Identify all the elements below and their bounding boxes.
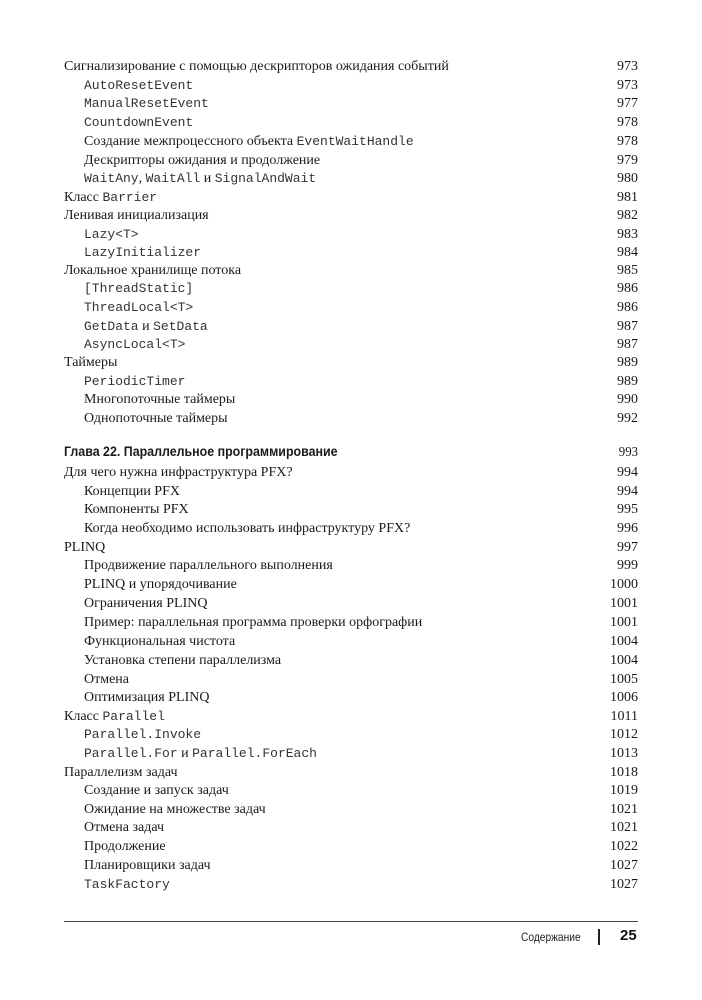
- toc-entry-title: [64, 410, 228, 428]
- toc-entry-title: [64, 244, 201, 262]
- toc-page-number: 1021: [610, 802, 638, 817]
- footer-page-number: 25: [620, 927, 637, 944]
- toc-entry-title: [64, 58, 449, 76]
- toc-page-number: 990: [617, 392, 638, 407]
- toc-entry-title: [64, 520, 410, 538]
- toc-entry-title: [64, 539, 105, 557]
- toc-page-number: 1022: [610, 839, 638, 854]
- code-term: Parallel.For: [84, 746, 178, 761]
- entry-text: Отмена: [84, 672, 130, 687]
- toc-entry: [64, 652, 638, 670]
- toc-entry-title: [64, 652, 281, 670]
- toc-page-number: 1019: [610, 783, 638, 798]
- toc-entry: [64, 391, 638, 409]
- toc-entry: [64, 299, 638, 317]
- code-term: SetData: [153, 319, 208, 334]
- footer-section-label: Содержание: [521, 930, 581, 944]
- code-term: AsyncLocal<T>: [84, 337, 186, 352]
- entry-text: Ожидание на множестве задач: [84, 802, 266, 817]
- toc-entry: [64, 708, 638, 726]
- toc-entry: [64, 782, 638, 800]
- toc-page-number: 994: [617, 465, 638, 480]
- toc-page-number: 1001: [610, 615, 638, 630]
- toc-entry: [64, 262, 638, 280]
- toc-entry-title: [64, 262, 241, 280]
- toc-page-number: 993: [618, 445, 639, 460]
- toc-entry-title: [64, 726, 201, 744]
- entry-text: Ленивая инициализация: [64, 208, 209, 223]
- toc-page-number: 1011: [610, 709, 638, 724]
- toc-entry-title: [64, 764, 178, 782]
- toc-entry-title: [64, 671, 129, 689]
- toc-page-number: 973: [617, 59, 638, 74]
- toc-entry: [64, 838, 638, 856]
- toc-page-number: 1000: [610, 577, 638, 592]
- toc-page-number: 989: [617, 355, 638, 370]
- toc-page-number: 1004: [610, 634, 638, 649]
- entry-text: Пример: параллельная программа проверки орфографии: [84, 615, 423, 630]
- toc-page-number: 978: [617, 115, 638, 130]
- code-term: AutoResetEvent: [84, 78, 194, 93]
- code-term: [ThreadStatic]: [84, 281, 194, 296]
- code-term: Lazy<T>: [84, 227, 139, 242]
- code-term: WaitAll: [145, 171, 201, 186]
- toc-entry-title: [64, 633, 235, 651]
- toc-page-number: 980: [617, 171, 638, 186]
- entry-text: Параллелизм задач: [64, 765, 178, 780]
- toc-entry: [64, 318, 638, 336]
- toc-entry-title: [64, 133, 414, 151]
- entry-text: Компоненты PFX: [84, 502, 189, 517]
- toc-entry-title: [64, 614, 422, 632]
- toc-entry-title: [64, 782, 229, 800]
- code-term: Parallel: [102, 709, 165, 724]
- toc-entry: [64, 410, 638, 428]
- entry-text: Дескрипторы ожидания и продолжение: [84, 153, 321, 168]
- toc-entry-title: [64, 464, 293, 482]
- code-term: EventWaitHandle: [296, 134, 414, 149]
- toc-entry-title: [64, 391, 235, 409]
- toc-entry: [64, 576, 638, 594]
- toc-page-number: 1005: [610, 672, 638, 687]
- toc-entry-title: [64, 501, 189, 519]
- toc-entry-title: [64, 207, 209, 225]
- toc-page-number: 985: [617, 263, 638, 278]
- toc-entry-title: [64, 336, 185, 354]
- toc-entry: [64, 633, 638, 651]
- toc-entry-title: [64, 483, 180, 501]
- code-term: Parallel.ForEach: [192, 746, 317, 761]
- toc-entry: [64, 280, 638, 298]
- toc-page-number: 996: [617, 521, 638, 536]
- toc-page-number: 984: [617, 245, 638, 260]
- toc-entry: [64, 95, 638, 113]
- toc-entry: [64, 745, 638, 763]
- entry-text: Создание и запуск задач: [84, 783, 229, 798]
- entry-text: Планировщики задач: [84, 858, 211, 873]
- toc-entry: [64, 819, 638, 837]
- toc-entry: [64, 557, 638, 575]
- entry-text: Продвижение параллельного выполнения: [84, 558, 333, 573]
- toc-page-number: 994: [617, 484, 638, 499]
- toc-page-number: 992: [617, 411, 638, 426]
- toc-page-number: 979: [617, 153, 638, 168]
- entry-text: Ограничения PLINQ: [84, 596, 208, 611]
- code-term: CountdownEvent: [84, 115, 194, 130]
- toc-page-number: 983: [617, 227, 638, 242]
- entry-text: и: [177, 746, 193, 761]
- toc-entry: [64, 876, 638, 894]
- code-term: SignalAndWait: [214, 171, 317, 186]
- entry-text: PLINQ: [64, 540, 106, 555]
- entry-text: и: [138, 319, 154, 334]
- toc-entry: [64, 189, 638, 207]
- toc-page-number: 986: [617, 300, 638, 315]
- toc-page-number: 1004: [610, 653, 638, 668]
- toc-entry: [64, 857, 638, 875]
- code-term: Barrier: [102, 190, 158, 205]
- toc-entry: [64, 483, 638, 501]
- toc-entry-title: [64, 318, 208, 336]
- toc-entry: [64, 801, 638, 819]
- toc-entry: [64, 133, 638, 151]
- toc-entry-title: [64, 226, 139, 244]
- toc-entry-title: [64, 857, 211, 875]
- toc-entry: [64, 336, 638, 354]
- toc-page-number: 1006: [610, 690, 638, 705]
- toc-page-number: 1021: [610, 820, 638, 835]
- toc-entry-title: [64, 595, 207, 613]
- toc-page-number: 986: [617, 281, 638, 296]
- toc-page-number: 1013: [610, 746, 638, 761]
- entry-text: Локальное хранилище потока: [64, 263, 242, 278]
- entry-text: Создание межпроцессного объекта: [84, 134, 297, 149]
- footer-separator: [598, 929, 600, 945]
- entry-text: Отмена задач: [84, 820, 165, 835]
- code-term: LazyInitializer: [84, 245, 202, 260]
- toc-entry: [64, 539, 638, 557]
- toc-chapter-heading: [64, 443, 638, 461]
- entry-text: Сигнализирование с помощью дескрипторов ожидания событий: [64, 59, 449, 74]
- toc-entry: [64, 595, 638, 613]
- entry-text: Продолжение: [84, 839, 166, 854]
- toc-entry: [64, 152, 638, 170]
- toc-page-number: 973: [617, 78, 638, 93]
- entry-text: Когда необходимо использовать инфраструктуру PFX?: [84, 521, 411, 536]
- toc-entry: [64, 244, 638, 262]
- toc-page-number: 997: [617, 540, 638, 555]
- code-term: Parallel.Invoke: [84, 727, 202, 742]
- toc-entry: [64, 77, 638, 95]
- toc-page-number: 978: [617, 134, 638, 149]
- toc-entry: [64, 58, 638, 76]
- toc-entry-title: [64, 819, 164, 837]
- code-term: WaitAny: [84, 171, 139, 186]
- toc-page-number: 1012: [610, 727, 638, 742]
- entry-text: Установка степени параллелизма: [84, 653, 282, 668]
- toc-page-number: 987: [617, 337, 638, 352]
- toc-entry-title: [64, 152, 320, 170]
- toc-entry: [64, 226, 638, 244]
- toc-entry: [64, 520, 638, 538]
- code-term: ThreadLocal<T>: [84, 300, 194, 315]
- toc-entry-title: [64, 876, 170, 894]
- toc-entry-title: [64, 689, 209, 707]
- code-term: GetData: [84, 319, 139, 334]
- toc-entry: [64, 114, 638, 132]
- footer-divider: [64, 921, 638, 922]
- entry-text: Для чего нужна инфраструктура PFX?: [64, 465, 293, 480]
- toc-page-number: 977: [617, 96, 638, 111]
- toc-entry: [64, 614, 638, 632]
- entry-text: Глава 22. Параллельное программирование: [64, 444, 338, 459]
- toc-entry-title: [64, 708, 165, 726]
- entry-text: Таймеры: [64, 355, 118, 370]
- toc-entry-title: [64, 189, 157, 207]
- toc-page-number: 1018: [610, 765, 638, 780]
- toc-entry-title: [64, 801, 266, 819]
- toc-page-number: 1001: [610, 596, 638, 611]
- code-term: TaskFactory: [84, 877, 170, 892]
- entry-text: ,: [138, 171, 146, 186]
- toc-entry: [64, 501, 638, 519]
- toc-entry-title: [64, 557, 333, 575]
- entry-text: Функциональная чистота: [84, 634, 236, 649]
- toc-entry-title: [64, 373, 185, 391]
- toc-entry: [64, 726, 638, 744]
- entry-text: Класс: [64, 190, 103, 205]
- toc-entry: [64, 373, 638, 391]
- toc-entry: [64, 170, 638, 188]
- entry-text: PLINQ и упорядочивание: [84, 577, 237, 592]
- toc-entry-title: [64, 838, 166, 856]
- toc-page-number: 987: [617, 319, 638, 334]
- entry-text: Однопоточные таймеры: [84, 411, 228, 426]
- toc-entry-title: [64, 170, 316, 188]
- toc-page-number: 981: [617, 190, 638, 205]
- code-term: ManualResetEvent: [84, 96, 209, 111]
- toc-page-number: 995: [617, 502, 638, 517]
- toc-entry-title: [64, 114, 193, 132]
- toc-page-number: 982: [617, 208, 638, 223]
- entry-text: Класс: [64, 709, 103, 724]
- toc-entry-title: [64, 443, 338, 461]
- entry-text: и: [200, 171, 215, 186]
- toc-entry-title: [64, 576, 237, 594]
- toc-entry: [64, 671, 638, 689]
- toc-entry-title: [64, 299, 193, 317]
- toc-page-number: 1027: [610, 877, 638, 892]
- toc-entry: [64, 207, 638, 225]
- toc-entry-title: [64, 77, 193, 95]
- toc-entry: [64, 764, 638, 782]
- code-term: PeriodicTimer: [84, 374, 186, 389]
- toc-entry-title: [64, 745, 317, 763]
- entry-text: Оптимизация PLINQ: [84, 690, 210, 705]
- entry-text: Многопоточные таймеры: [84, 392, 236, 407]
- toc-entry: [64, 464, 638, 482]
- entry-text: Концепции PFX: [84, 484, 180, 499]
- toc-page-number: 1027: [610, 858, 638, 873]
- toc-page-number: 989: [617, 374, 638, 389]
- toc-entry: [64, 354, 638, 372]
- toc-entry-title: [64, 95, 209, 113]
- toc-entry-title: [64, 354, 117, 372]
- toc-entry-title: [64, 280, 193, 298]
- toc-page-number: 999: [617, 558, 638, 573]
- toc-entry: [64, 689, 638, 707]
